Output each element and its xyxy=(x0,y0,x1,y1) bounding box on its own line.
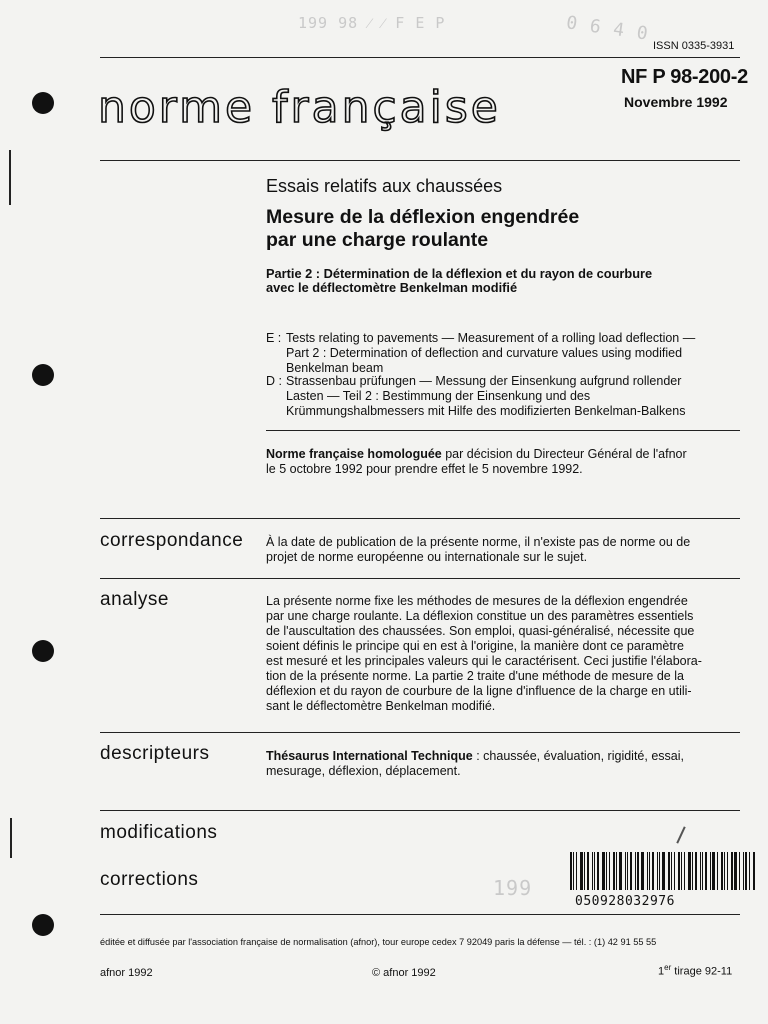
header-top-rule xyxy=(100,57,740,58)
language-code: D : xyxy=(266,374,282,388)
barcode-bar xyxy=(584,852,585,890)
barcode-bar xyxy=(739,852,740,890)
barcode-bar xyxy=(749,852,750,890)
tirage-text: tirage 92-11 xyxy=(671,965,733,978)
barcode-bar xyxy=(630,852,632,890)
barcode-bar xyxy=(597,852,599,890)
german-translation xyxy=(266,374,741,419)
faded-stamp: 0 6 4 0 xyxy=(564,12,650,45)
barcode-bar xyxy=(674,852,675,890)
barcode-bar xyxy=(619,852,622,890)
homologation-line xyxy=(266,447,740,462)
barcode-bar xyxy=(627,852,628,890)
barcode-bar xyxy=(684,852,685,890)
section-rule xyxy=(266,430,740,431)
barcode-bar xyxy=(702,852,703,890)
barcode-bar xyxy=(668,852,670,890)
part-title xyxy=(266,267,652,295)
modifications-label: modifications xyxy=(100,822,218,843)
correspondance-text xyxy=(266,535,740,565)
body-line: déflexion et du rayon de courbure de la ligne d'influence de la charge en utili- xyxy=(266,684,692,698)
barcode-bar xyxy=(695,852,697,890)
barcode-bar xyxy=(606,852,607,890)
section-rule xyxy=(100,810,740,811)
tirage-number: 1 xyxy=(658,965,665,978)
issn-label: ISSN 0335-3931 xyxy=(653,40,735,52)
barcode-bar xyxy=(641,852,644,890)
barcode-bar xyxy=(712,852,715,890)
barcode-number: 050928032976 xyxy=(575,894,675,909)
barcode-bar xyxy=(745,852,747,890)
descripteurs-label: descripteurs xyxy=(100,743,210,764)
barcode-bar xyxy=(613,852,615,890)
barcode-bar xyxy=(681,852,682,890)
barcode-bar xyxy=(731,852,733,890)
barcode-bar xyxy=(637,852,639,890)
barcode-bar xyxy=(576,852,577,890)
barcode-bar xyxy=(724,852,725,890)
translation-line: Part 2 : Determination of deflection and curvature values using modified xyxy=(286,346,683,360)
body-line: tion de la présente norme. La partie 2 traite d'une méthode de mesure de la xyxy=(266,669,684,683)
body-line: soient définis le principe qui en est à l'origine, la manière dont ce paramètre xyxy=(266,639,684,653)
barcode-bar xyxy=(616,852,617,890)
body-line: est mesuré et les principales valeurs qui le caractérisent. Ceci justifie l'élabora- xyxy=(266,654,702,668)
barcode-bar xyxy=(662,852,665,890)
barcode-bar xyxy=(734,852,737,890)
header-bottom-rule xyxy=(100,160,740,161)
homologation-bold: Norme française homologuée xyxy=(266,447,442,461)
barcode-bar xyxy=(652,852,654,890)
barcode-bar xyxy=(710,852,711,890)
barcode-bar xyxy=(570,852,572,890)
binder-hole-1 xyxy=(32,92,54,114)
part-title-line: Partie 2 : Détermination de la déflexion et du rayon de courbure xyxy=(266,266,653,281)
body-line: La présente norme fixe les méthodes de mesures de la déflexion engendrée xyxy=(266,594,688,608)
homologation-line: le 5 octobre 1992 pour prendre effet le 5 novembre 1992. xyxy=(266,462,583,476)
translation-line: Strassenbau prüfungen — Messung der Einsenkung aufgrund rollender xyxy=(286,374,682,388)
scan-edge-mark xyxy=(9,150,11,205)
body-line xyxy=(266,749,740,764)
barcode-bar xyxy=(609,852,610,890)
faded-stamp: 199 xyxy=(493,876,533,900)
publisher-notice: éditée et diffusée par l'association française de normalisation (afnor), tour europe cedex 7 92049 paris la défense — tél. : (1) 42 91 55 55 xyxy=(100,937,657,947)
barcode-bar xyxy=(657,852,658,890)
barcode-bar xyxy=(692,852,693,890)
barcode-bar xyxy=(592,852,593,890)
barcode-bar xyxy=(659,852,660,890)
body-line: À la date de publication de la présente norme, il n'existe pas de norme ou de xyxy=(266,535,691,549)
barcode-bar xyxy=(705,852,707,890)
norm-number: NF P 98-200-2 xyxy=(621,66,748,88)
corrections-label: corrections xyxy=(100,869,199,890)
brand-title: norme française xyxy=(98,82,501,133)
body-line: projet de norme européenne ou internationale sur le sujet. xyxy=(266,550,588,564)
barcode-bar xyxy=(649,852,650,890)
german-title-text xyxy=(286,374,736,419)
barcode-bar xyxy=(625,852,626,890)
faded-stamp: 199 98 ⁄ ⁄ F E P xyxy=(298,14,446,32)
barcode-bar xyxy=(700,852,701,890)
barcode-bar xyxy=(573,852,574,890)
publication-date: Novembre 1992 xyxy=(624,94,728,110)
footer-left: afnor 1992 xyxy=(100,967,153,979)
barcode-bar xyxy=(678,852,680,890)
english-translation xyxy=(266,331,741,376)
barcode-bar xyxy=(602,852,605,890)
section-rule xyxy=(100,518,740,519)
body-line: sant le déflectomètre Benkelman modifié. xyxy=(266,699,496,713)
homologation-text: par décision du Directeur Général de l'afnor xyxy=(441,447,687,461)
translation-line: Benkelman beam xyxy=(286,361,384,375)
binder-hole-3 xyxy=(32,640,54,662)
section-rule xyxy=(100,732,740,733)
barcode-bar xyxy=(717,852,718,890)
scan-edge-mark xyxy=(10,818,12,858)
part-title-line: avec le déflectomètre Benkelman modifié xyxy=(266,280,518,295)
footer-tirage xyxy=(658,963,732,978)
series-title: Essais relatifs aux chaussées xyxy=(266,176,503,196)
section-rule xyxy=(100,578,740,579)
english-title-text xyxy=(286,331,736,376)
barcode-bar xyxy=(671,852,672,890)
pen-mark xyxy=(676,826,685,843)
body-line: mesurage, déflexion, déplacement. xyxy=(266,764,461,778)
tirage-superscript: er xyxy=(664,963,672,972)
descripteurs-terms: : chaussée, évaluation, rigidité, essai, xyxy=(472,749,684,763)
footer-copyright: © afnor 1992 xyxy=(372,967,436,979)
barcode-bar xyxy=(721,852,723,890)
translation-line: Krümmungshalbmessers mit Hilfe des modifizierten Benkelman-Balkens xyxy=(286,404,686,418)
barcode-bar xyxy=(727,852,728,890)
main-title xyxy=(266,206,579,252)
thesaurus-bold: Thésaurus International Technique xyxy=(266,749,473,763)
analyse-text xyxy=(266,594,740,714)
barcode-bar xyxy=(688,852,691,890)
binder-hole-2 xyxy=(32,364,54,386)
descripteurs-text xyxy=(266,749,740,779)
body-line: par une charge roulante. La déflexion constitue un des paramètres essentiels xyxy=(266,609,694,623)
barcode xyxy=(570,852,756,890)
translation-line: Tests relating to pavements — Measurement of a rolling load deflection — xyxy=(286,331,696,345)
analyse-label: analyse xyxy=(100,589,169,610)
barcode-bar xyxy=(635,852,636,890)
barcode-bar xyxy=(753,852,755,890)
binder-hole-4 xyxy=(32,914,54,936)
barcode-bar xyxy=(647,852,648,890)
barcode-bar xyxy=(580,852,583,890)
barcode-bar xyxy=(594,852,595,890)
barcode-bar xyxy=(743,852,744,890)
correspondance-label: correspondance xyxy=(100,530,244,551)
homologation-notice xyxy=(266,447,740,477)
translation-line: Lasten — Teil 2 : Bestimmung der Einsenkung und des xyxy=(286,389,591,403)
language-code: E : xyxy=(266,331,282,345)
footer-rule xyxy=(100,914,740,915)
main-title-line: par une charge roulante xyxy=(266,229,489,251)
body-line: de l'auscultation des chaussées. Son emploi, quasi-généralisé, nécessite que xyxy=(266,624,695,638)
barcode-bar xyxy=(587,852,589,890)
main-title-line: Mesure de la déflexion engendrée xyxy=(266,206,580,228)
